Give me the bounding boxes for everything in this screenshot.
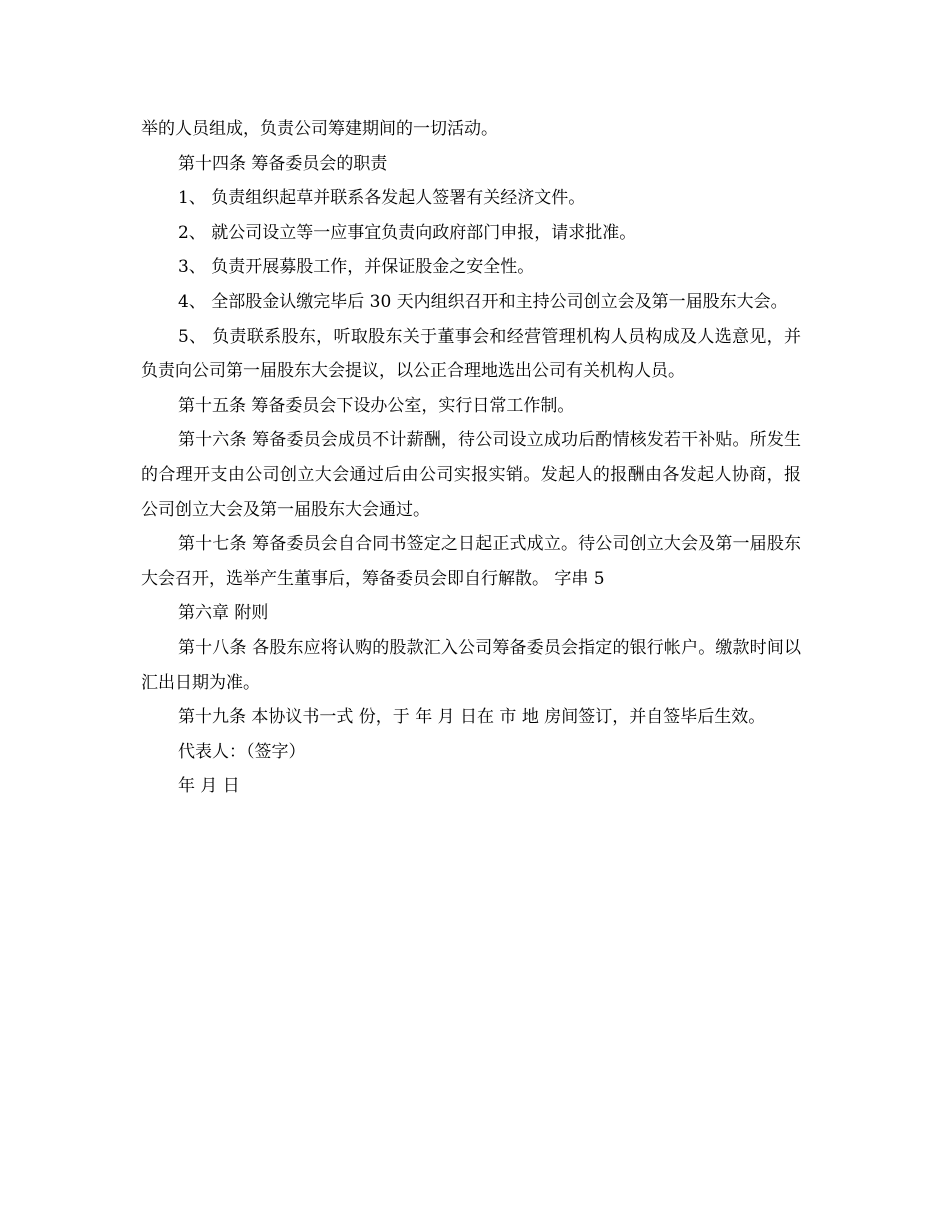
article-14-heading: 第十四条 筹备委员会的职责 [178, 153, 388, 174]
article-15: 第十五条 筹备委员会下设办公室，实行日常工作制。 [178, 395, 575, 416]
article-17: 第十七条 筹备委员会自合同书签定之日起正式成立。待公司创立大会及第一届股东大会召开，选举产生董事后，筹备委员会即自行解散。 字串 5 [141, 534, 801, 589]
duty-item-3: 3、 负责开展募股工作，并保证股金之安全性。 [178, 257, 535, 278]
date-line: 年 月 日 [178, 776, 240, 797]
document-body [141, 112, 801, 804]
paragraph-continuation: 举的人员组成，负责公司筹建期间的一切活动。 [141, 119, 498, 139]
duty-item-2: 2、 就公司设立等一应事宜负责向政府部门申报，请求批准。 [178, 222, 637, 243]
article-18: 第十八条 各股东应将认购的股款汇入公司筹备委员会指定的银行帐户。缴款时间以汇出日期为准。 [141, 637, 801, 693]
article-16: 第十六条 筹备委员会成员不计薪酬，待公司设立成功后酌情核发若干补贴。所发生的合理开支由公司创立大会通过后由公司实报实销。发起人的报酬由各发起人协商，报公司创立大会及第一届股东大会通过。 [141, 430, 801, 520]
duty-item-4: 4、 全部股金认缴完毕后 30 天内组织召开和主持公司创立会及第一届股东大会。 [178, 291, 788, 312]
duty-item-5: 5、 负责联系股东，听取股东关于董事会和经营管理机构人员构成及人选意见，并负责向公司第一届股东大会提议，以公正合理地选出公司有关机构人员。 [141, 326, 801, 382]
chapter-6-heading: 第六章 附则 [178, 603, 269, 624]
duty-item-1: 1、 负责组织起草并联系各发起人签署有关经济文件。 [178, 188, 586, 209]
representative-signature-line: 代表人：（签字） [178, 741, 306, 762]
article-19: 第十九条 本协议书一式 份，于 年 月 日在 市 地 房间签订，并自签毕后生效。 [178, 707, 766, 728]
